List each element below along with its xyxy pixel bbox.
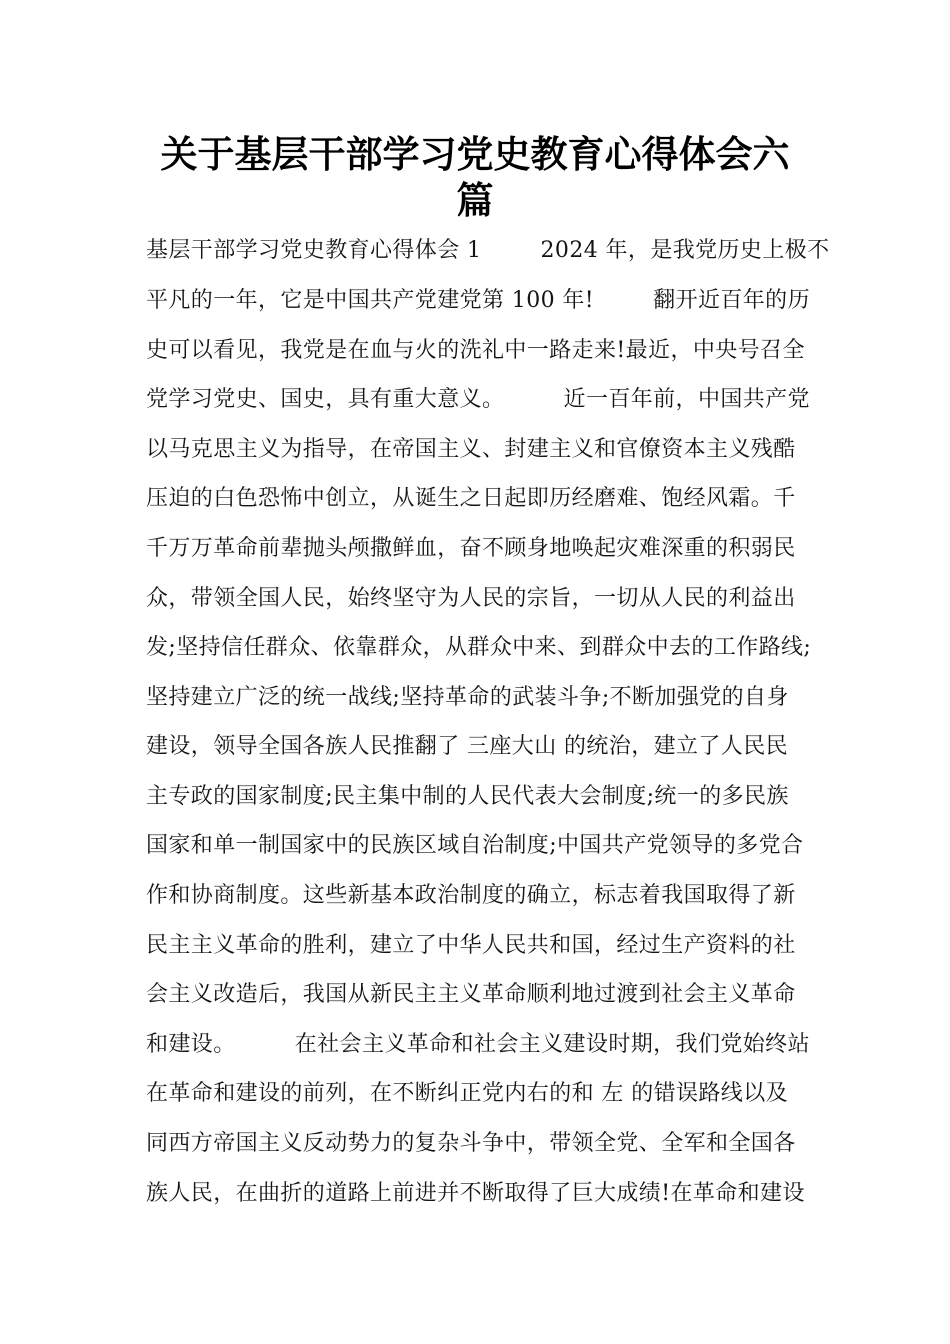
document-title-line-2: 篇 [456,179,494,222]
body-line-2: 平凡的一年，它是中国共产党建党第 100 年! 翻开近百年的历 [146,288,810,313]
body-line-13: 国家和单一制国家中的民族区域自治制度;中国共产党领导的多党合 [146,833,804,858]
body-line-4: 党学习党史、国史，具有重大意义。 近一百年前，中国共产党 [146,387,810,412]
body-line-14: 作和协商制度。这些新基本政治制度的确立，标志着我国取得了新 [146,883,796,908]
body-line-9: 发;坚持信任群众、依靠群众，从群众中来、到群众中去的工作路线; [146,635,812,660]
body-line-5: 以马克思主义为指导，在帝国主义、封建主义和官僚资本主义残酷 [146,437,796,462]
body-line-17: 和建设。 在社会主义革命和社会主义建设时期，我们党始终站 [146,1032,810,1057]
body-line-16: 会主义改造后，我国从新民主主义革命顺利地过渡到社会主义革命 [146,982,796,1007]
body-line-6: 压迫的白色恐怖中创立，从诞生之日起即历经磨难、饱经风霜。千 [146,486,796,511]
body-line-20: 族人民，在曲折的道路上前进并不断取得了巨大成绩!在革命和建设 [146,1181,805,1206]
body-line-11: 建设，领导全国各族人民推翻了 三座大山 的统治，建立了人民民 [146,734,788,759]
document-title-line-1: 关于基层干部学习党史教育心得体会六 [160,133,790,176]
body-line-3: 史可以看见，我党是在血与火的洗礼中一路走来!最近，中央号召全 [146,338,805,363]
body-line-12: 主专政的国家制度;民主集中制的人民代表大会制度;统一的多民族 [146,784,789,809]
body-line-19: 同西方帝国主义反动势力的复杂斗争中，带领全党、全军和全国各 [146,1131,796,1156]
body-line-1: 基层干部学习党史教育心得体会 1 2024 年，是我党历史上极不 [146,238,830,263]
body-line-10: 坚持建立广泛的统一战线;坚持革命的武装斗争;不断加强党的自身 [146,685,789,710]
body-line-8: 众，带领全国人民，始终坚守为人民的宗旨，一切从人民的利益出 [146,586,796,611]
body-line-18: 在革命和建设的前列，在不断纠正党内右的和 左 的错误路线以及 [146,1081,788,1106]
body-line-7: 千万万革命前辈抛头颅撒鲜血，奋不顾身地唤起灾难深重的积弱民 [146,536,796,561]
body-line-15: 民主主义革命的胜利，建立了中华人民共和国，经过生产资料的社 [146,933,796,958]
